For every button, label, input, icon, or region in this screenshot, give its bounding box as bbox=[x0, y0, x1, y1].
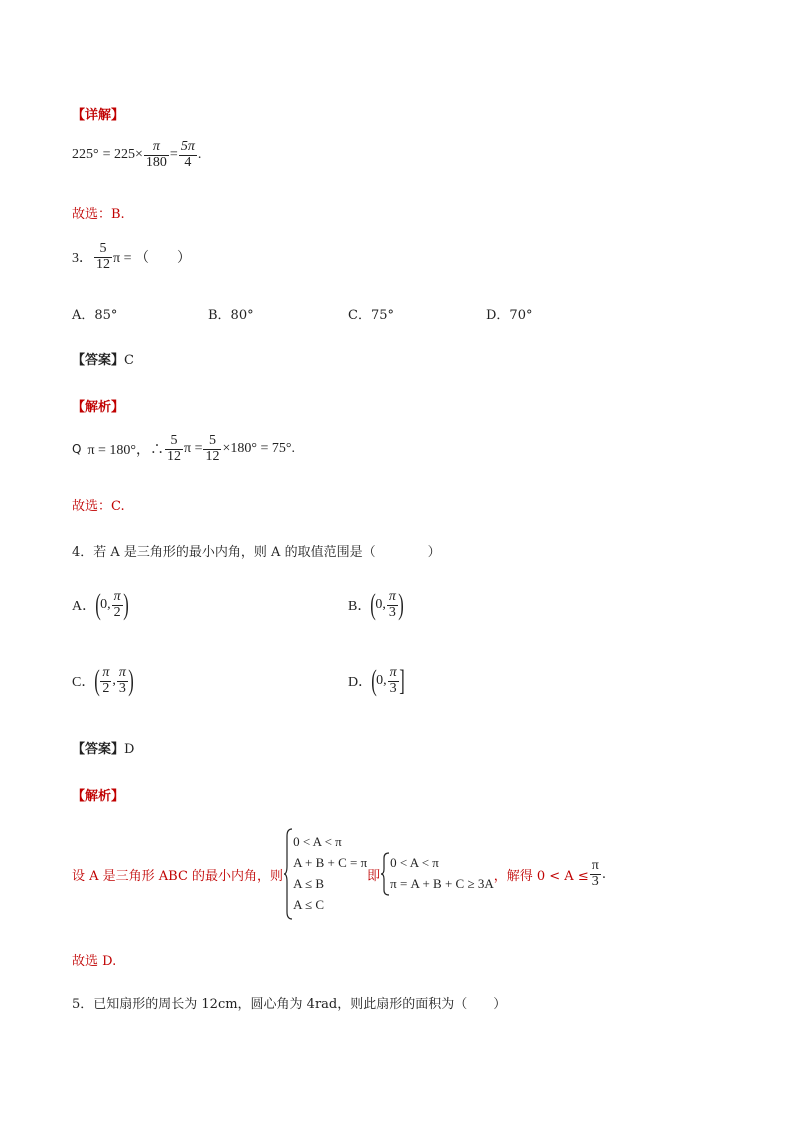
q4-analysis-num: π bbox=[591, 857, 599, 873]
q4-option-a-den: 2 bbox=[113, 604, 121, 620]
q4-option-b-frac bbox=[387, 590, 398, 620]
q4-system2-line1: 0 < A < π bbox=[390, 855, 439, 871]
q4-option-b bbox=[348, 590, 403, 620]
q4-option-a-open: ( bbox=[95, 588, 101, 622]
q4-analysis-end: . bbox=[601, 866, 606, 882]
q3-answer-label: 【答案】 bbox=[72, 353, 125, 368]
q4-option-c-den2: 3 bbox=[118, 680, 126, 696]
q4-system1-line1: 0 < A < π bbox=[293, 834, 342, 850]
q4-analysis-heading: 【解析】 bbox=[72, 789, 125, 804]
q4-system2 bbox=[390, 853, 494, 895]
q4-option-b-num: π bbox=[388, 589, 396, 604]
q4-option-c-num2: π bbox=[118, 665, 126, 680]
q4-option-c-num1: π bbox=[102, 665, 110, 680]
q4-option-c-close: ) bbox=[128, 664, 134, 698]
q4-option-b-left: 0, bbox=[375, 597, 386, 613]
q3-option-b: B．80° bbox=[208, 308, 254, 323]
q3-analysis-part2: ×180° = 75°. bbox=[222, 441, 295, 457]
q3-answer bbox=[72, 349, 134, 368]
q4-choice: 故选 D. bbox=[72, 954, 117, 969]
q4-option-d-close: ] bbox=[398, 664, 405, 698]
q3-analysis-part1: π = 180°，∴ bbox=[87, 443, 165, 459]
q4-analysis-den: 3 bbox=[591, 873, 599, 889]
q4-analysis bbox=[72, 824, 606, 924]
q4-option-c-frac1 bbox=[100, 666, 111, 696]
q3-because-symbol: Q bbox=[72, 442, 82, 457]
q4-option-d-left: 0, bbox=[376, 673, 387, 689]
q4-option-d bbox=[348, 666, 404, 696]
q4-option-b-close: ) bbox=[398, 588, 404, 622]
q4-answer-value: D bbox=[124, 742, 135, 757]
detail-heading: 【详解】 bbox=[72, 108, 125, 123]
q4-analysis-lead: 设 A 是三角形 ABC 的最小内角，则 bbox=[72, 868, 284, 884]
q4-system1 bbox=[293, 832, 367, 915]
q4-system2-line2: π = A + B + C ≥ 3A bbox=[390, 876, 494, 891]
q3-option-d: D．70° bbox=[486, 308, 533, 323]
q4-option-b-label: B． bbox=[348, 599, 372, 615]
formula-frac1 bbox=[144, 140, 169, 170]
formula-frac2 bbox=[179, 140, 197, 170]
detail-formula bbox=[72, 140, 201, 170]
q4-option-c-label: C． bbox=[72, 675, 96, 691]
q4-option-d-den: 3 bbox=[389, 680, 397, 696]
q4-option-b-den: 3 bbox=[388, 604, 396, 620]
q3-analysis-frac2 bbox=[203, 434, 221, 464]
q4-system1-line4: A ≤ C bbox=[293, 896, 325, 912]
q4-option-b-open: ( bbox=[370, 588, 377, 622]
q3-tail: π = （ ） bbox=[113, 251, 191, 267]
q4-analysis-frac bbox=[590, 859, 601, 889]
q4-option-a-frac bbox=[112, 590, 123, 620]
formula-eq2: = bbox=[169, 147, 178, 163]
q3-analysis-frac1-den: 12 bbox=[167, 448, 182, 464]
q3-analysis-frac2-den: 12 bbox=[205, 448, 220, 464]
q3-frac-num: 5 bbox=[94, 242, 112, 258]
detail-choice: 故选：B. bbox=[72, 207, 125, 222]
q3-option-a: A．85° bbox=[72, 308, 118, 323]
q4-option-a-left: 0, bbox=[100, 597, 111, 613]
q3-choice: 故选：C. bbox=[72, 499, 125, 514]
formula-eq1: = 225× bbox=[102, 147, 143, 163]
q4-option-a-num: π bbox=[113, 589, 121, 604]
q4-system1-line2: A + B + C = π bbox=[293, 855, 368, 871]
q4-option-c-frac2 bbox=[117, 666, 128, 696]
frac1-num: π bbox=[144, 140, 169, 156]
q5-stem: 5．已知扇形的周长为 12cm，圆心角为 4rad，则此扇形的面积为（ ） bbox=[72, 997, 507, 1012]
q4-option-c-open: ( bbox=[94, 664, 101, 698]
q4-analysis-ji: 即 bbox=[367, 868, 381, 884]
q3-number: 3． bbox=[72, 251, 93, 267]
frac2-num: 5π bbox=[180, 139, 195, 154]
q4-system1-brace bbox=[283, 828, 293, 920]
q4-system1-line3: A ≤ B bbox=[293, 876, 325, 891]
q4-analysis-solve: ，解得 0 < A ≤ bbox=[493, 868, 589, 884]
q3-answer-value: C bbox=[124, 353, 134, 368]
q4-option-d-frac bbox=[388, 666, 399, 696]
q3-analysis bbox=[72, 434, 295, 464]
q3-analysis-heading: 【解析】 bbox=[72, 400, 125, 415]
q4-option-a-label: A． bbox=[72, 599, 97, 615]
q3-analysis-frac1 bbox=[165, 434, 183, 464]
q4-option-d-num: π bbox=[389, 665, 397, 680]
q4-option-c-den1: 2 bbox=[102, 680, 110, 696]
q4-stem: 4．若 A 是三角形的最小内角，则 A 的取值范围是（ ） bbox=[72, 545, 441, 560]
q3-analysis-frac1-num: 5 bbox=[165, 434, 183, 450]
q3-frac bbox=[94, 242, 112, 272]
q4-option-d-label: D． bbox=[348, 675, 373, 691]
q4-option-d-open: ( bbox=[371, 664, 377, 698]
q3-stem bbox=[72, 242, 191, 272]
q4-option-a-close: ) bbox=[122, 588, 129, 622]
frac2-den: 4 bbox=[184, 154, 192, 170]
q4-option-a bbox=[72, 590, 128, 620]
q4-answer-label: 【答案】 bbox=[72, 742, 125, 757]
q3-option-c: C．75° bbox=[348, 308, 394, 323]
q4-option-c-comma: , bbox=[112, 673, 116, 689]
q4-answer bbox=[72, 738, 134, 757]
frac1-den: 180 bbox=[145, 154, 167, 170]
q3-frac-den: 12 bbox=[96, 256, 110, 272]
q4-option-c bbox=[72, 666, 133, 696]
q3-analysis-frac2-num: 5 bbox=[203, 434, 221, 450]
formula-end: . bbox=[197, 147, 202, 163]
q3-analysis-mid: π = bbox=[184, 441, 203, 457]
q4-system2-brace bbox=[380, 852, 390, 896]
formula-lhs: 225° bbox=[72, 147, 99, 163]
